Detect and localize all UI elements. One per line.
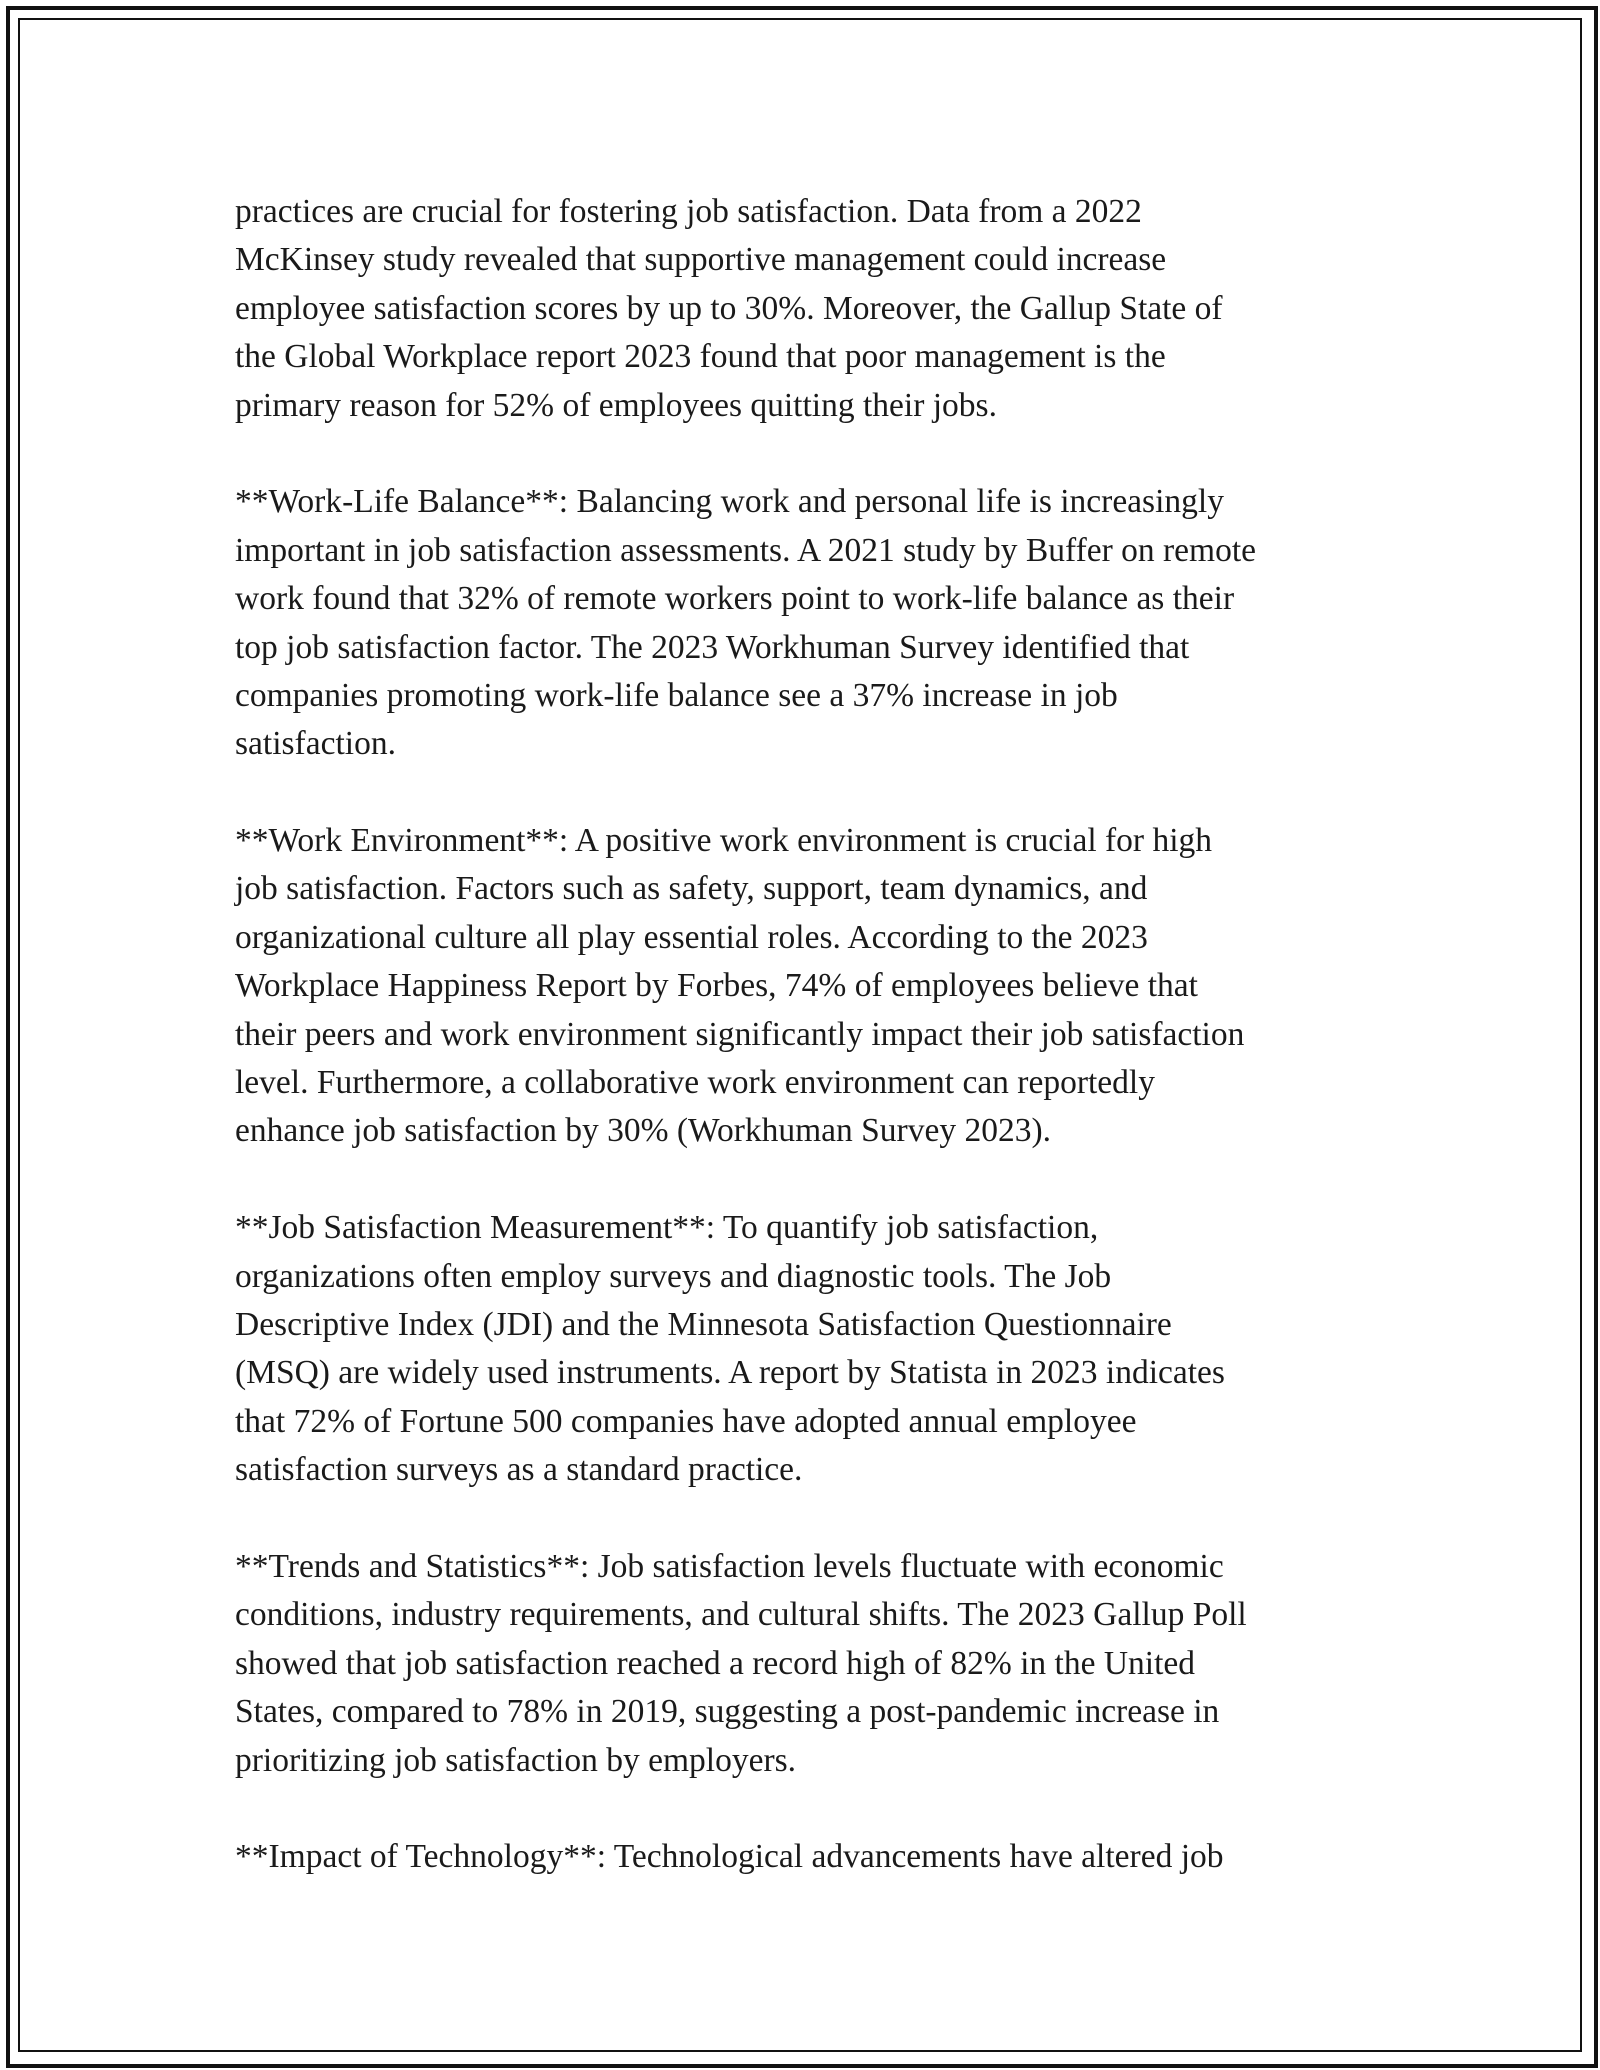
- text-line: work found that 32% of remote workers point to work-life balance as their: [235, 580, 1235, 618]
- text-line: satisfaction.: [235, 725, 396, 763]
- text-line: companies promoting work-life balance see a 37% increase in job: [235, 676, 1118, 714]
- text-line: that 72% of Fortune 500 companies have adopted annual employee: [235, 1402, 1137, 1440]
- text-line: important in job satisfaction assessments. A 2021 study by Buffer on remote: [235, 531, 1257, 569]
- text-line: (MSQ) are widely used instruments. A report by Statista in 2023 indicates: [235, 1354, 1225, 1392]
- document-body: [235, 188, 1365, 1882]
- paragraph-gap: [235, 430, 1365, 478]
- text-line: employee satisfaction scores by up to 30%. Moreover, the Gallup State of: [235, 289, 1223, 327]
- text-line: **Trends and Statistics**: Job satisfaction levels fluctuate with economic: [235, 1547, 1224, 1585]
- text-line: showed that job satisfaction reached a record high of 82% in the United: [235, 1644, 1196, 1682]
- paragraph-gap: [235, 769, 1365, 817]
- text-line: practices are crucial for fostering job satisfaction. Data from a 2022: [235, 193, 1142, 230]
- text-line: organizational culture all play essential roles. According to the 2023: [235, 918, 1148, 956]
- text-line: **Impact of Technology**: Technological advancements have altered job: [235, 1838, 1224, 1876]
- text-line: level. Furthermore, a collaborative work environment can reportedly: [235, 1064, 1155, 1102]
- text-line: Workplace Happiness Report by Forbes, 74% of employees believe that: [235, 967, 1198, 1005]
- text-line: **Work-Life Balance**: Balancing work and personal life is increasingly: [235, 483, 1224, 521]
- text-line: the Global Workplace report 2023 found that poor management is the: [235, 338, 1166, 376]
- text-line: prioritizing job satisfaction by employers.: [235, 1741, 797, 1779]
- text-line: **Job Satisfaction Measurement**: To quantify job satisfaction,: [235, 1209, 1099, 1247]
- paragraph-gap: [235, 1156, 1365, 1204]
- paragraph-gap: [235, 1495, 1365, 1543]
- text-line: **Work Environment**: A positive work environment is crucial for high: [235, 822, 1213, 860]
- text-line: States, compared to 78% in 2019, suggesting a post-pandemic increase in: [235, 1693, 1220, 1731]
- text-line: satisfaction surveys as a standard practice.: [235, 1451, 803, 1489]
- text-line: top job satisfaction factor. The 2023 Workhuman Survey identified that: [235, 628, 1190, 666]
- text-line: job satisfaction. Factors such as safety, support, team dynamics, and: [235, 870, 1148, 908]
- text-line: organizations often employ surveys and diagnostic tools. The Job: [235, 1257, 1112, 1295]
- text-line: Descriptive Index (JDI) and the Minnesota Satisfaction Questionnaire: [235, 1305, 1172, 1343]
- text-line: McKinsey study revealed that supportive management could increase: [235, 241, 1167, 279]
- text-line: enhance job satisfaction by 30% (Workhuman Survey 2023).: [235, 1112, 1051, 1150]
- text-line: conditions, industry requirements, and cultural shifts. The 2023 Gallup Poll: [235, 1596, 1247, 1634]
- text-line: their peers and work environment significantly impact their job satisfaction: [235, 1015, 1245, 1053]
- paragraph-gap: [235, 1785, 1365, 1833]
- text-line: primary reason for 52% of employees quitting their jobs.: [235, 386, 997, 424]
